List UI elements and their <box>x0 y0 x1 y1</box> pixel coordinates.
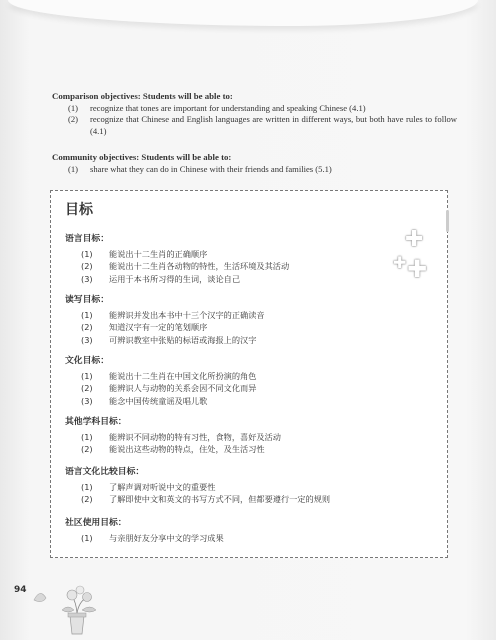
group-heading: 文化目标： <box>65 356 109 366</box>
list-item <box>65 273 435 285</box>
item-number: (1) <box>81 371 93 381</box>
list-item <box>65 532 435 544</box>
list-item <box>65 481 435 493</box>
panel-title: 目标 <box>65 202 93 218</box>
item-text: 能念中国传统童谣及唱儿歌 <box>109 395 208 406</box>
item-number: (1) <box>81 482 93 492</box>
comparison-objectives <box>52 91 457 137</box>
list-item <box>65 248 435 260</box>
item-text: 能辨识并发出本书中十三个汉字的正确读音 <box>109 310 265 320</box>
item-text: 运用于本书所习得的生词，谈论自己 <box>109 273 241 284</box>
item-number: (3) <box>81 334 93 345</box>
chinese-objectives-panel <box>50 190 448 558</box>
group-language <box>65 231 435 285</box>
item-text: 能辨识人与动物的关系会因不同文化而异 <box>109 383 257 394</box>
list-item <box>52 164 457 176</box>
item-number: (1) <box>68 102 79 113</box>
list-item <box>65 370 435 382</box>
item-number: (1) <box>68 163 79 174</box>
item-number: (1) <box>81 310 93 320</box>
comparison-title: Comparison objectives: Students will be able to: <box>52 91 233 101</box>
group-other-subjects <box>65 414 435 456</box>
list-item <box>65 382 435 394</box>
item-text: recognize that tones are important for understanding and speaking Chinese (4.1) <box>90 102 366 113</box>
group-culture <box>65 353 435 407</box>
list-item <box>65 431 435 443</box>
item-number: (2) <box>81 322 93 333</box>
community-title: Community objectives: Students will be able to: <box>52 152 232 162</box>
item-text: 知道汉字有一定的笔划顺序 <box>109 322 208 333</box>
item-text: 能说出这些动物的特点，住处，及生活习性 <box>109 444 265 455</box>
list-item <box>65 395 435 407</box>
group-heading: 语言目标： <box>65 234 109 244</box>
item-text: share what they can do in Chinese with their friends and families (5.1) <box>90 163 332 174</box>
item-text: 能说出十二生肖各动物的特性，生活环境及其活动 <box>109 261 290 272</box>
list-item <box>52 103 457 115</box>
sparkle-icon: ✚ <box>393 253 407 272</box>
item-text: 能说出十二生肖的正确顺序 <box>109 249 208 259</box>
item-number: (2) <box>81 494 93 505</box>
list-item <box>65 334 435 346</box>
group-literacy <box>65 292 435 346</box>
item-number: (3) <box>81 273 93 284</box>
sparkle-icon: ✚ <box>407 255 428 283</box>
group-heading: 语言文化比较目标： <box>65 467 145 477</box>
group-heading: 社区使用目标： <box>65 518 127 528</box>
list-item <box>65 260 435 272</box>
item-text: 能说出十二生肖在中国文化所扮演的角色 <box>109 371 257 381</box>
item-number: (2) <box>68 114 79 124</box>
group-comparison <box>65 464 435 506</box>
item-text: recognize that Chinese and English languages are written in different ways, but both have rules to follow (4.1) <box>90 114 457 136</box>
sparkle-icon: ✚ <box>405 227 424 252</box>
group-community <box>65 515 435 544</box>
item-number: (2) <box>81 383 93 394</box>
list-item <box>65 493 435 505</box>
community-objectives <box>52 152 457 175</box>
item-number: (1) <box>81 249 93 259</box>
item-number: (1) <box>81 533 93 543</box>
item-number: (1) <box>81 432 93 442</box>
page-number: 94 <box>14 585 27 595</box>
group-heading: 其他学科目标： <box>65 417 127 427</box>
item-text: 了解即使中文和英文的书写方式不同，但都要遵行一定的规则 <box>109 494 331 505</box>
list-item <box>65 443 435 455</box>
item-number: (2) <box>81 444 93 455</box>
item-text: 了解声调对听说中文的重要性 <box>109 482 216 492</box>
item-number: (3) <box>81 395 93 406</box>
panel-edge-marker <box>446 210 449 232</box>
list-item <box>65 321 435 333</box>
list-item <box>52 114 457 137</box>
item-text: 与亲朋好友分享中文的学习成果 <box>109 533 224 543</box>
item-text: 能辨识不同动物的特有习性，食物，喜好及活动 <box>109 432 281 442</box>
group-heading: 读写目标： <box>65 295 109 305</box>
flower-pot-illustration <box>32 580 122 636</box>
item-text: 可辨识教室中张贴的标语或海报上的汉字 <box>109 334 257 345</box>
item-number: (2) <box>81 261 93 272</box>
list-item <box>65 309 435 321</box>
